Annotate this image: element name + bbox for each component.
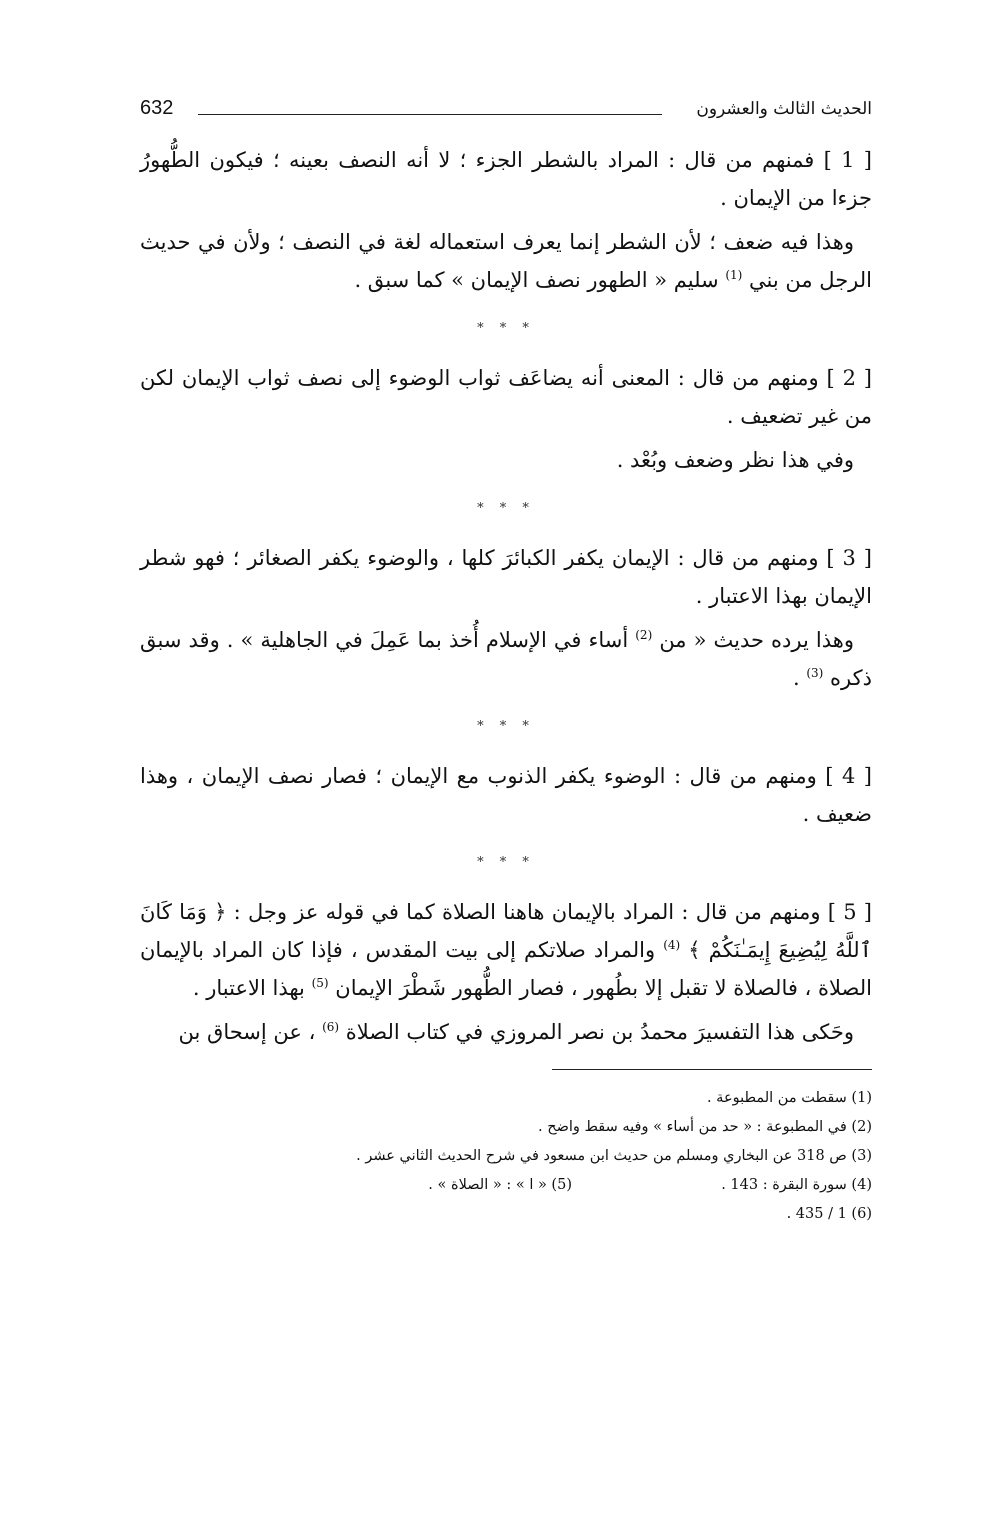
paragraph-text: سليم « الطهور نصف الإيمان » كما سبق . xyxy=(354,268,719,292)
paragraph-text: وحَكى هذا التفسيرَ محمدُ بن نصر المروزي في كتاب الصلاة xyxy=(345,1020,854,1044)
paragraph-opinion-2-comment: وفي هذا نظر وضعف وبُعْد . xyxy=(616,448,854,472)
footnote-ref-5[interactable]: (5) xyxy=(311,976,329,990)
page-number: 632 xyxy=(140,97,174,119)
footnote-ref-2[interactable]: (2) xyxy=(635,628,653,642)
paragraph-text: أساء في الإسلام أُخذ بما عَمِلَ في الجاهلية » . وقد سبق ذكره xyxy=(140,628,872,690)
footnote-5: (5) « ا » : « الصلاة » . xyxy=(428,1177,572,1193)
paragraph-text: والمراد صلاتكم إلى بيت المقدس ، فإذا كان المراد بالإيمان الصلاة ، فالصلاة لا تقبل إلا بطُهور ، فصار الطُّهور شَطْرَ الإيمان xyxy=(140,938,872,1000)
section-separator: * * * xyxy=(477,855,535,870)
section-separator: * * * xyxy=(477,719,535,734)
section-separator: * * * xyxy=(477,501,535,516)
footnote-ref-1[interactable]: (1) xyxy=(725,268,743,282)
paragraph-text: [ 5 ] ومنهم من قال : المراد بالإيمان هاهنا الصلاة كما في قوله عز وجل : ﴿ وَمَا كَانَ ٱللَّهُ لِيُضِيعَ إِيمَـٰنَكُمْ ﴾ xyxy=(140,900,873,962)
footnote-row-4-5 xyxy=(140,1171,872,1200)
paragraph-text: وهذا فيه ضعف ؛ لأن الشطر إنما يعرف استعماله لغة في النصف ؛ ولأن في حديث الرجل من بني xyxy=(140,230,872,292)
paragraph-text: ، عن إسحاق بن xyxy=(178,1020,316,1044)
chapter-title: الحديث الثالث والعشرون xyxy=(696,99,872,119)
paragraph-text: . xyxy=(792,666,800,690)
paragraph-text: وهذا يرده حديث « من xyxy=(659,628,854,652)
paragraph-opinion-4: [ 4 ] ومنهم من قال : الوضوء يكفر الذنوب مع الإيمان ؛ فصار نصف الإيمان ، وهذا ضعيف . xyxy=(140,764,872,826)
section-separator: * * * xyxy=(477,321,535,336)
footnote-1: (1) سقطت من المطبوعة . xyxy=(706,1090,872,1106)
page-header xyxy=(140,95,872,135)
footnote-ref-4[interactable]: (4) xyxy=(663,938,681,952)
paragraph-opinion-3: [ 3 ] ومنهم من قال : الإيمان يكفر الكبائرَ كلها ، والوضوء يكفر الصغائر ؛ فهو شطر الإيمان بهذا الاعتبار . xyxy=(140,546,872,608)
paragraph-opinion-3-comment xyxy=(140,621,872,697)
book-page xyxy=(140,95,872,1229)
footnote-6: (6) 1 / 435 . xyxy=(786,1206,872,1222)
paragraph-text: بهذا الاعتبار . xyxy=(192,976,305,1000)
paragraph-opinion-5 xyxy=(140,893,872,1007)
footnotes xyxy=(140,1084,872,1229)
header-rule xyxy=(198,114,662,115)
footnote-ref-6[interactable]: (6) xyxy=(322,1020,340,1034)
footnote-rule xyxy=(552,1069,872,1070)
paragraph-opinion-5-comment xyxy=(140,1013,872,1051)
footnote-3: (3) ص 318 عن البخاري ومسلم من حديث ابن مسعود في شرح الحديث الثاني عشر . xyxy=(356,1148,872,1164)
paragraph-opinion-1-comment xyxy=(140,223,872,299)
footnote-4: (4) سورة البقرة : 143 . xyxy=(721,1177,872,1193)
paragraph-opinion-2: [ 2 ] ومنهم من قال : المعنى أنه يضاعَف ثواب الوضوء إلى نصف ثواب الإيمان لكن من غير تضعيف . xyxy=(140,366,873,428)
footnote-2: (2) في المطبوعة : « حد من أساء » وفيه سقط واضح . xyxy=(538,1119,872,1135)
footnote-ref-3[interactable]: (3) xyxy=(806,666,824,680)
paragraph-opinion-1: [ 1 ] فمنهم من قال : المراد بالشطر الجزء ؛ لا أنه النصف بعينه ؛ فيكون الطُّهورُ جزءا من الإيمان . xyxy=(140,148,872,210)
